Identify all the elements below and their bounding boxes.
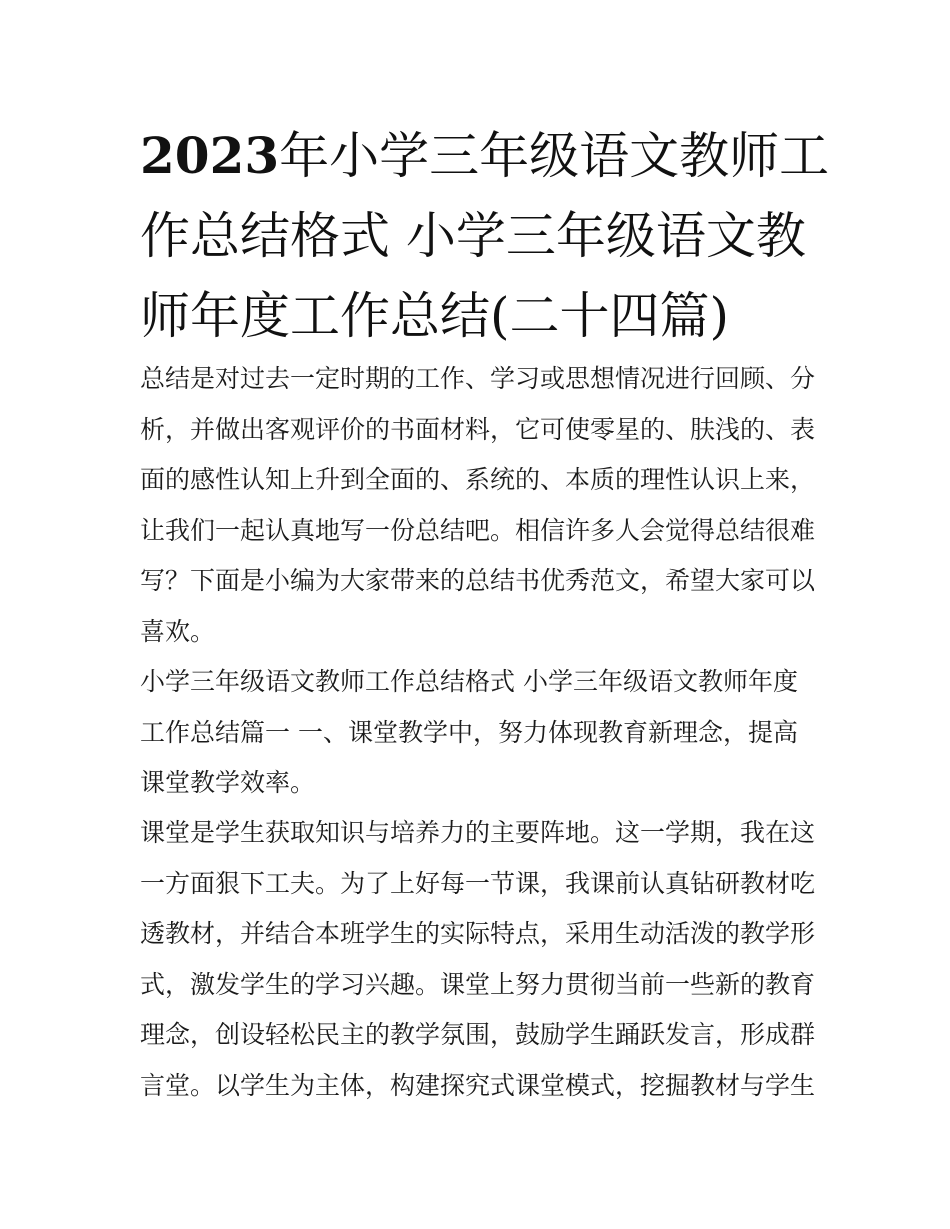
title-line-3: 师年度工作总结(二十四篇) [140,287,730,345]
paragraph-line: 言堂。以学生为主体，构建探究式课堂模式，挖掘教材与学生 [140,1070,816,1100]
paragraph-line: 小学三年级语文教师工作总结格式 小学三年级语文教师年度 [140,667,798,696]
classroom-paragraph [140,808,820,1111]
paragraph-line: 透教材，并结合本班学生的实际特点，采用生动活泼的教学形 [140,919,816,948]
paragraph-line: 课堂教学效率。 [140,768,316,797]
paragraph-line: 析，并做出客观评价的书面材料，它可使零星的、肤浅的、表 [140,414,816,444]
intro-paragraph [140,354,820,657]
paragraph-line: 面的感性认知上升到全面的、系统的、本质的理性认识上来， [140,465,816,494]
paragraph-line: 写？下面是小编为大家带来的总结书优秀范文，希望大家可以 [140,566,816,595]
title-line-1-text: 年小学三年级语文教师工 [279,127,830,185]
paragraph-line: 让我们一起认真地写一份总结吧。相信许多人会觉得总结很难 [140,515,816,545]
paragraph-line: 喜欢。 [140,616,216,646]
section-heading-paragraph [140,657,820,809]
paragraph-line: 式，激发学生的学习兴趣。课堂上努力贯彻当前一些新的教育 [140,969,816,999]
paragraph-line: 总结是对过去一定时期的工作、学习或思想情况进行回顾、分 [140,364,816,393]
paragraph-line: 理念，创设轻松民主的教学氛围，鼓励学生踊跃发言，形成群 [140,1020,816,1049]
title-year: 2023 [140,126,280,185]
document-title [140,116,830,356]
paragraph-line: 课堂是学生获取知识与培养力的主要阵地。这一学期，我在这 [140,818,816,847]
title-line-2: 作总结格式 小学三年级语文教 [140,207,806,265]
title-line-1 [140,116,830,196]
paragraph-line: 一方面狠下工夫。为了上好每一节课，我课前认真钻研教材吃 [140,868,816,898]
paragraph-line: 工作总结篇一 一、课堂教学中，努力体现教育新理念，提高 [140,717,798,747]
